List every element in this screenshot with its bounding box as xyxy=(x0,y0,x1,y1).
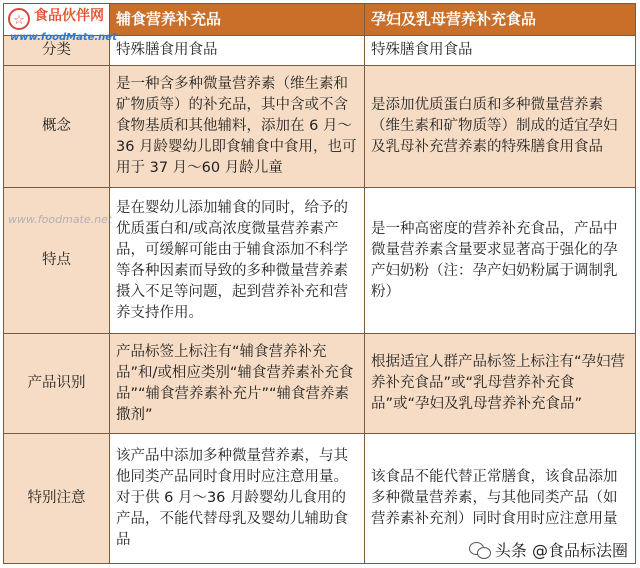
header-corner xyxy=(4,4,117,43)
row-cell-col1: 产品标签上标注有“辅食营养补充品”和/或相应类别“辅食营养素补充食品”“辅食营养素补充片”“辅食营养素撒剂” xyxy=(110,334,365,434)
row-label: 概念 xyxy=(4,66,110,188)
header-col2: 孕妇及乳母营养补充食品 xyxy=(365,4,636,36)
badge-text: 头条 @食品标法圈 xyxy=(494,541,628,560)
foodmate-logo xyxy=(8,6,117,43)
row-cell-col1: 特殊膳食用食品 xyxy=(110,36,365,66)
row-cell-col2: 该食品不能代替正常膳食，该食品添加多种微量营养素，与其他同类产品（如营养素补充剂）同时食用时应注意用量 xyxy=(365,434,636,564)
row-cell-col1: 该产品中添加多种微量营养素，与其他同类产品同时食用时应注意用量。对于供 6 月～36 月龄婴幼儿食用的产品，不能代替母乳及婴幼儿辅助食品 xyxy=(110,434,365,564)
table-row-identification xyxy=(4,334,636,434)
row-label: 特别注意 xyxy=(4,434,110,564)
logo-url: www.foodMate.net xyxy=(10,32,117,43)
row-cell-col2: 是一种高密度的营养补充食品，产品中微量营养素含量要求显著高于强化的孕产妇奶粉（注：孕产妇奶粉属于调制乳粉） xyxy=(365,188,636,334)
row-cell-col2: 根据适宜人群产品标签上标注有“孕妇营养补充食品”或“乳母营养补充食品”或“孕妇及乳母营养补充食品” xyxy=(365,334,636,434)
watermark-url: www.foodmate.net xyxy=(8,213,113,226)
row-cell-col1: 是一种含多种微量营养素（维生素和矿物质等）的补充品，其中含或不含食物基质和其他辅料，添加在 6 月～36 月龄婴幼儿即食辅食中食用，也可用于 37 月～60 月龄儿童 xyxy=(110,66,365,188)
star-icon: ☆ xyxy=(8,8,30,30)
row-label: 分类 xyxy=(4,36,110,66)
toutiao-badge[interactable] xyxy=(465,537,632,562)
header-col1: 辅食营养补充品 xyxy=(110,4,365,36)
header-row xyxy=(4,4,636,36)
row-cell-col1: 是在婴幼儿添加辅食的同时，给予的优质蛋白和/或高浓度微量营养素产品，可缓解可能由于辅食添加不科学等各种因素而导致的多种微量营养素摄入不足等问题，起到营养补充和营养支持作用。 xyxy=(110,188,365,334)
row-label: 特点 xyxy=(4,188,110,334)
comparison-table xyxy=(3,3,636,564)
row-label: 产品识别 xyxy=(4,334,110,434)
wechat-icon xyxy=(469,541,491,559)
table-row-concept xyxy=(4,66,636,188)
logo-name: 食品伙伴网 xyxy=(34,8,104,24)
table-row-features xyxy=(4,188,636,334)
row-cell-col2: 特殊膳食用食品 xyxy=(365,36,636,66)
row-cell-col2: 是添加优质蛋白质和多种微量营养素（维生素和矿物质等）制成的适宜孕妇及乳母补充营养素的特殊膳食用食品 xyxy=(365,66,636,188)
